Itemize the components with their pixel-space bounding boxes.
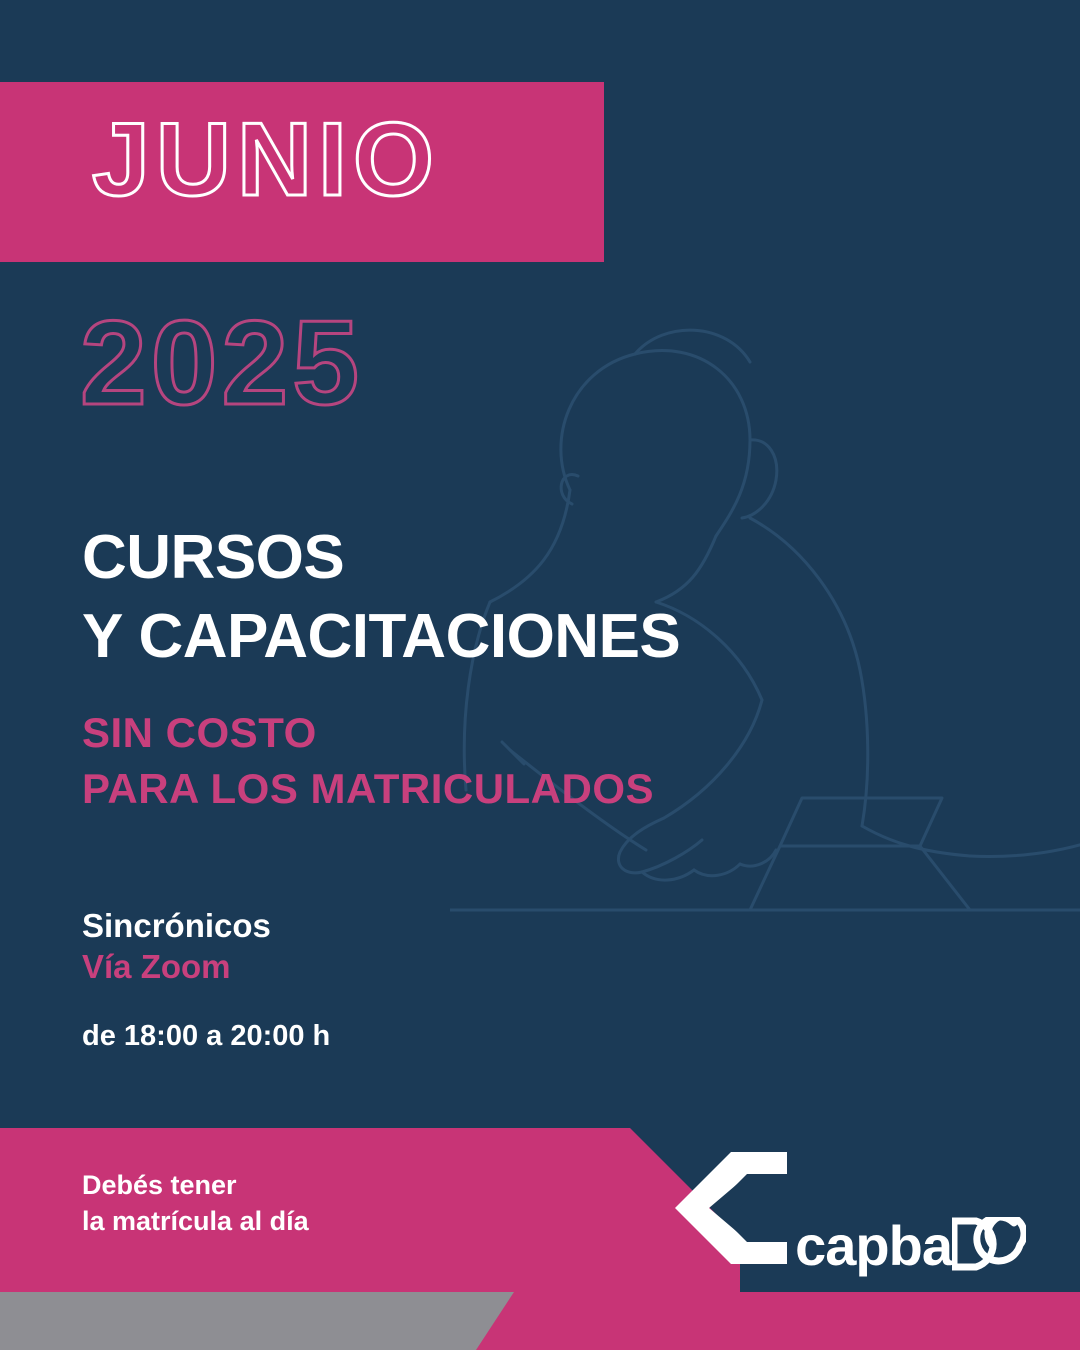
subtitle-block	[82, 705, 680, 818]
footer-note-line-2: la matrícula al día	[82, 1205, 309, 1236]
modality-block	[82, 905, 330, 1054]
capba-logo-icon	[671, 1148, 791, 1268]
headings-block	[82, 518, 680, 818]
year-label: 2025	[80, 296, 363, 430]
page-title-line-2: Y CAPACITACIONES	[82, 602, 681, 672]
modality-type: Sincrónicos	[82, 907, 271, 944]
schedule-text: de 18:00 a 20:00 h	[82, 1019, 331, 1052]
bottom-strip-pink	[476, 1292, 1080, 1350]
footer-note-line-1: Debés tener	[82, 1170, 237, 1200]
logo-word: capba	[795, 1214, 952, 1277]
footer-note	[82, 1168, 309, 1240]
month-label: JUNIO	[92, 102, 440, 218]
logo	[671, 1148, 1026, 1277]
page-title-line-1: CURSOS	[82, 523, 345, 592]
logo-d6-icon	[952, 1217, 1026, 1271]
modality-platform: Vía Zoom	[82, 948, 231, 986]
subtitle-line-2: PARA LOS MATRICULADOS	[82, 765, 655, 813]
logo-text	[795, 1214, 1026, 1277]
subtitle-line-1: SIN COSTO	[82, 708, 317, 756]
